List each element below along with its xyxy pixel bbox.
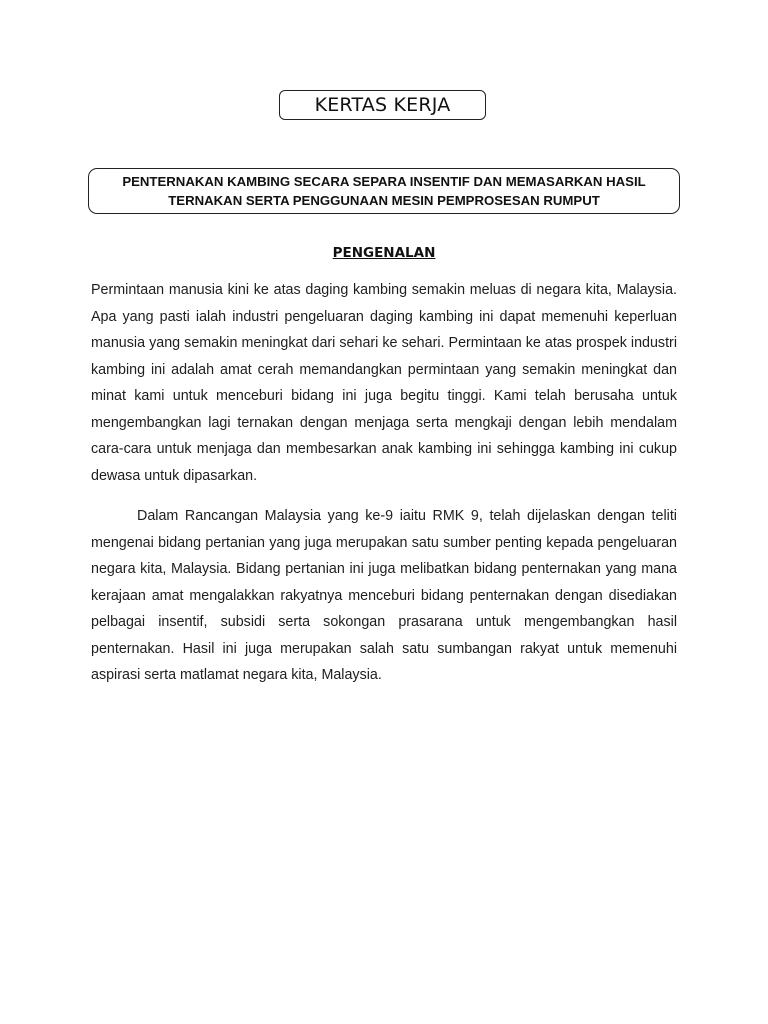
intro-paragraph-2: Dalam Rancangan Malaysia yang ke-9 iaitu RMK 9, telah dijelaskan dengan teliti mengenai bidang pertanian yang juga merupakan satu sumber penting kepada pengeluaran negara kita, Malaysia. Bidang pertanian ini juga melibatkan bidang penternakan yang mana kerajaan amat mengalakkan rakyatnya menceburi bidang penternakan dengan disediakan pelbagai insentif, subsidi serta sokongan prasarana untuk mengembangkan hasil penternakan. Hasil ini juga merupakan salah satu sumbangan rakyat untuk memenuhi aspirasi serta matlamat negara kita, Malaysia.	[91, 508, 677, 683]
subject-line-2: TERNAKAN SERTA PENGGUNAAN MESIN PEMPROSESAN RUMPUT	[168, 193, 600, 208]
document-subject-box	[88, 168, 680, 214]
intro-paragraph-1: Permintaan manusia kini ke atas daging kambing semakin meluas di negara kita, Malaysia. Apa yang pasti ialah industri pengeluaran daging kambing ini dapat memenuhi keperluan manusia yang semakin meningkat dari sehari ke sehari. Permintaan ke atas prospek industri kambing ini adalah amat cerah memandangkan permintaan yang semakin meningkat dan minat kami untuk menceburi bidang ini juga begitu tinggi. Kami telah berusaha untuk mengembangkan lagi ternakan dengan menjaga serta mengkaji dengan lebih mendalam cara-cara untuk menjaga dan membesarkan anak kambing ini sehingga kambing ini cukup dewasa untuk dipasarkan.	[91, 282, 677, 484]
document-title-text: KERTAS KERJA	[314, 94, 451, 116]
document-title	[279, 90, 486, 120]
subject-line-1: PENTERNAKAN KAMBING SECARA SEPARA INSENTIF DAN MEMASARKAN HASIL	[122, 174, 646, 189]
section-heading: PENGENALAN	[332, 245, 436, 261]
